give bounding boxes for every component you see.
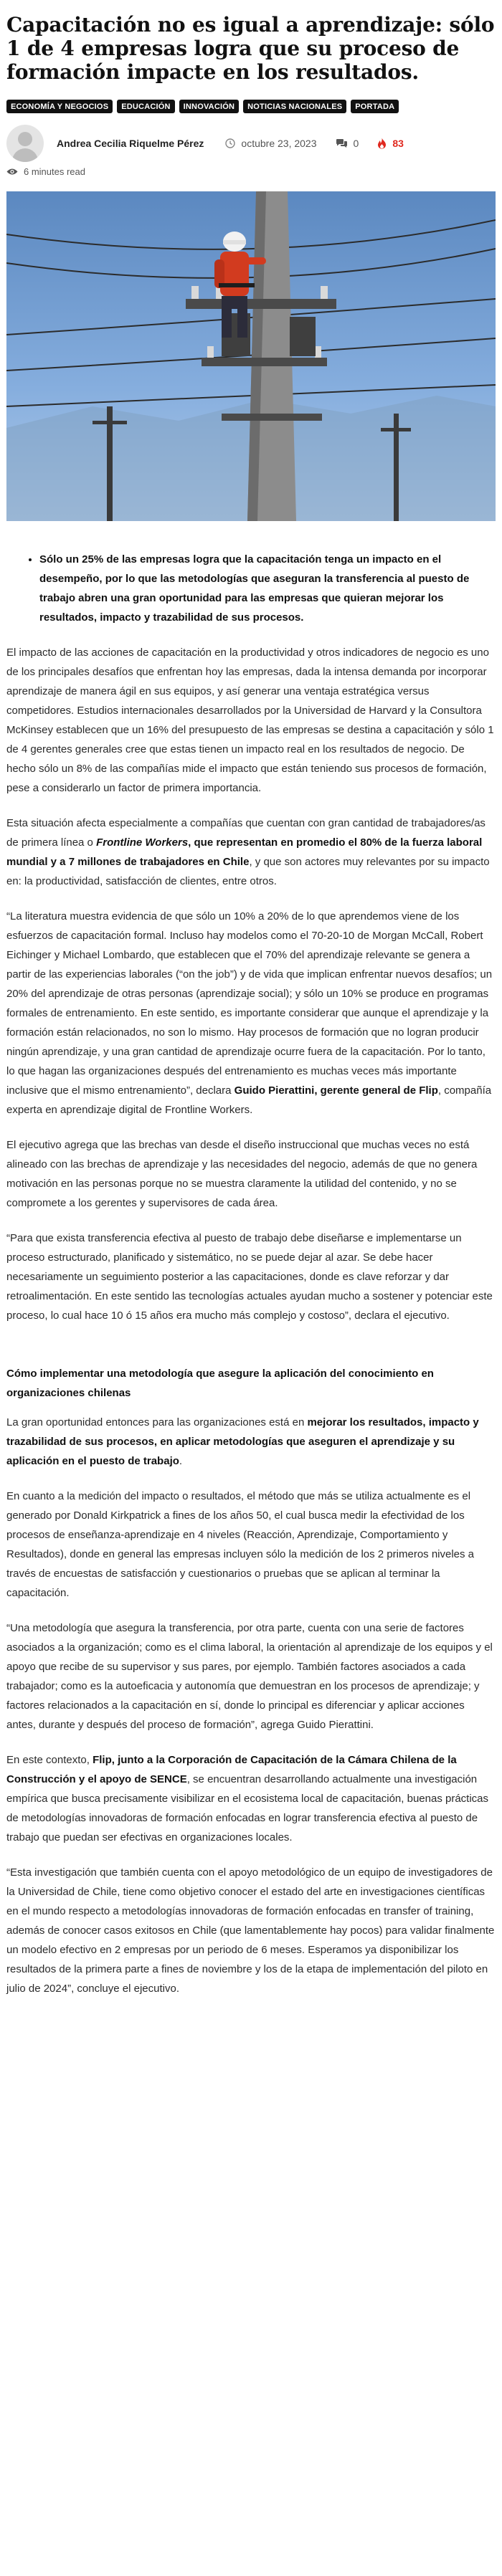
article-body [6, 643, 496, 1998]
emphasis: Frontline Workers [96, 836, 189, 849]
paragraph: “Esta investigación que también cuenta con el apoyo metodológico de un equipo de investigadores de la Universidad de Chile, tiene como objetivo conocer el estado del arte en investigaciones científicas en el mundo respecto a metodologías innovadoras de formación enfocadas en transfer of training, además de conocer casos exitosos en Chile (que lamentablemente hay pocos) para validar finalmente un modelo efectivo en 2 empresas por un periodo de 6 meses. Esperamos ya disponibilizar los resultados de la primera parte a fines de noviembre y los de la etapa de implementación del piloto en julio de 2024”, concluye el ejecutivo. [6, 1866, 495, 1995]
paragraph: El impacto de las acciones de capacitación en la productividad y otros indicadores de negocio es uno de los principales desafíos que enfrentan hoy las empresas, dada la intensa demanda por incorporar aprendizaje de manera ágil en sus equipos, y así generar una ventaja estratégica versus competidores. Estudios internacionales desarrollados por la Universidad de Harvard y la Consultora McKinsey establecen que un 16% del presupuesto de las empresas se destina a capacitación y sólo 1 de 4 gerentes generales cree que estas tienen un impacto real en los resultados de negocio. De hecho sólo un 8% de las compañías mide el impacto que están teniendo sus procesos de formación, pese a considerarlo un factor de primera importancia. [6, 647, 494, 794]
article-meta [6, 123, 496, 163]
clock-icon [225, 138, 235, 148]
paragraph: En cuanto a la medición del impacto o resultados, el método que más se utiliza actualmente es el generado por Donald Kirkpatrick a fines de los años 50, el cual busca medir la efectividad de los procesos de enseñanza-aprendizaje en 4 niveles (Reacción, Aprendizaje, Comportamiento y Resultados), donde en general las empresas incluyen sólo la medición de los 2 primeros niveles a través de encuestas de satisfacción y cuestionarios o pruebas que se aplican al terminar la capacitación. [6, 1490, 475, 1599]
category-tag[interactable]: NOTICIAS NACIONALES [243, 100, 346, 113]
eye-icon [6, 168, 18, 176]
paragraph: Esta situación afecta especialmente a compañías que cuentan con gran cantidad de trabajadores/as de primera línea o Frontline Workers, que representan en promedio el 80% de la fuerza laboral mundial y a 7 millones de trabajadores en Chile, y que son actores muy relevantes por su impacto en: la productividad, satisfacción de clientes, entre otros. [6, 817, 490, 887]
comments-icon [336, 138, 348, 148]
fire-icon [377, 138, 387, 149]
read-time-text: 6 minutes read [24, 166, 85, 177]
author-avatar[interactable] [6, 125, 44, 162]
emphasis: mejorar los resultados, impacto y trazabilidad de sus procesos, en aplicar metodologías que aseguren el aprendizaje y su aplicación en el puesto de trabajo [6, 1416, 479, 1467]
paragraph: “Para que exista transferencia efectiva al puesto de trabajo debe diseñarse e implementarse un proceso estructurado, planificado y sistemático, no se puede dejar al azar. Se debe hacer necesariamente un seguimiento posterior a las capacitaciones, donde es clave reforzar y dar retroalimentación. En este sentido las tecnologías actuales ayudan mucho a sostener y potenciar este proceso, lo cual hace 10 ó 15 años era mucho más complejo y costoso”, declara el ejecutivo. [6, 1232, 493, 1322]
category-tag[interactable]: PORTADA [351, 100, 399, 113]
summary-list [6, 550, 496, 627]
paragraph: El ejecutivo agrega que las brechas van desde el diseño instruccional que muchas veces no está alineado con las brechas de aprendizaje y las necesidades del negocio, además de que no genera motivación en las personas porque no se muestra claramente la utilidad del contenido, y no se compromete a los gerentes y supervisores de cada área. [6, 1139, 478, 1209]
paragraph: En este contexto, Flip, junto a la Corporación de Capacitación de la Cámara Chilena de la Construcción y el apoyo de SENCE, se encuentran desarrollando actualmente una investigación empírica que busca precisamente visibilizar en el ecosistema local de capacitación, buenas prácticas de metodologías innovadoras de formación enfocadas en lograr transferencia efectiva al puesto de trabajo que puedan ser efectivas en organizaciones locales. [6, 1754, 489, 1843]
category-tag[interactable]: INNOVACIÓN [179, 100, 239, 113]
category-tag[interactable]: EDUCACIÓN [117, 100, 174, 113]
publish-date [225, 138, 316, 149]
date-text: octubre 23, 2023 [241, 138, 317, 149]
article [6, 0, 496, 1998]
paragraph: “Una metodología que asegura la transferencia, por otra parte, cuenta con una serie de factores asociados a la organización; como es el clima laboral, la orientación al aprendizaje de los equipos y el apoyo que recibe de su supervisor y sus pares, por ejemplo. También factores asociados a cada trabajador; como es la autoeficacia y autonomía que demuestran en los procesos de aprendizaje; y factores relacionados a la capacitación en sí, donde lo principal es diferenciar y aplicar acciones antes, durante y después del proceso de formación”, agrega Guido Pierattini. [6, 1622, 493, 1731]
hero-image [6, 191, 496, 521]
emphasis: Guido Pierattini, gerente general de Flip [234, 1084, 438, 1097]
read-time [6, 166, 496, 177]
author-name[interactable]: Andrea Cecilia Riquelme Pérez [57, 138, 204, 149]
category-list [6, 100, 496, 113]
view-count [377, 138, 404, 149]
comments-text: 0 [353, 138, 359, 149]
views-text: 83 [392, 138, 404, 149]
comment-count[interactable] [336, 138, 359, 149]
emphasis: Flip, junto a la Corporación de Capacitación de la Cámara Chilena de la Construcción y el apoyo de SENCE [6, 1754, 457, 1785]
section-heading: Cómo implementar una metodología que asegure la aplicación del conocimiento en organizaciones chilenas [6, 1368, 434, 1399]
article-title: Capacitación no es igual a aprendizaje: sólo 1 de 4 empresas logra que su proceso de formación impacte en los resultados. [6, 13, 495, 84]
emphasis: , que representan en promedio el 80% de la fuerza laboral mundial y a 7 millones de trabajadores en Chile [6, 836, 483, 868]
summary-bullet: • Sólo un 25% de las empresas logra que la capacitación tenga un impacto en el desempeño, por lo que las metodologías que aseguran la transferencia al puesto de trabajo abren una gran oportunidad para las empresas que quieran mejorar los resultados, impacto y trazabilidad de sus procesos. [39, 550, 496, 627]
category-tag[interactable]: ECONOMÍA Y NEGOCIOS [6, 100, 113, 113]
paragraph: La gran oportunidad entonces para las organizaciones está en mejorar los resultados, impacto y trazabilidad de sus procesos, en aplicar metodologías que aseguren el aprendizaje y su aplicación en el puesto de trabajo. [6, 1416, 479, 1467]
paragraph: “La literatura muestra evidencia de que sólo un 10% a 20% de lo que aprendemos viene de los esfuerzos de capacitación formal. Incluso hay modelos como el 70-20-10 de Morgan McCall, Robert Eichinger y Michael Lombardo, que establecen que el 70% del aprendizaje relevante se genera a partir de las experiencias laborales (“on the job”) y de vida que implican enfrentar nuevos desafíos; un 20% del aprendizaje de otras personas (aprendizaje social); y sólo un 10% se produce en programas formales de entrenamiento. En este sentido, es importante considerar que aunque el aprendizaje y la formación están relacionados, no son lo mismo. Hay procesos de formación que no logran producir ningún aprendizaje, y una gran cantidad de aprendizaje ocurre fuera de la capacitación. Por lo tanto, lo que hagan las organizaciones después del entrenamiento es muchas veces más importante inclusive que el mismo entrenamiento”, declara Guido Pierattini, gerente general de Flip, compañía experta en aprendizaje digital de Frontline Workers. [6, 910, 493, 1116]
